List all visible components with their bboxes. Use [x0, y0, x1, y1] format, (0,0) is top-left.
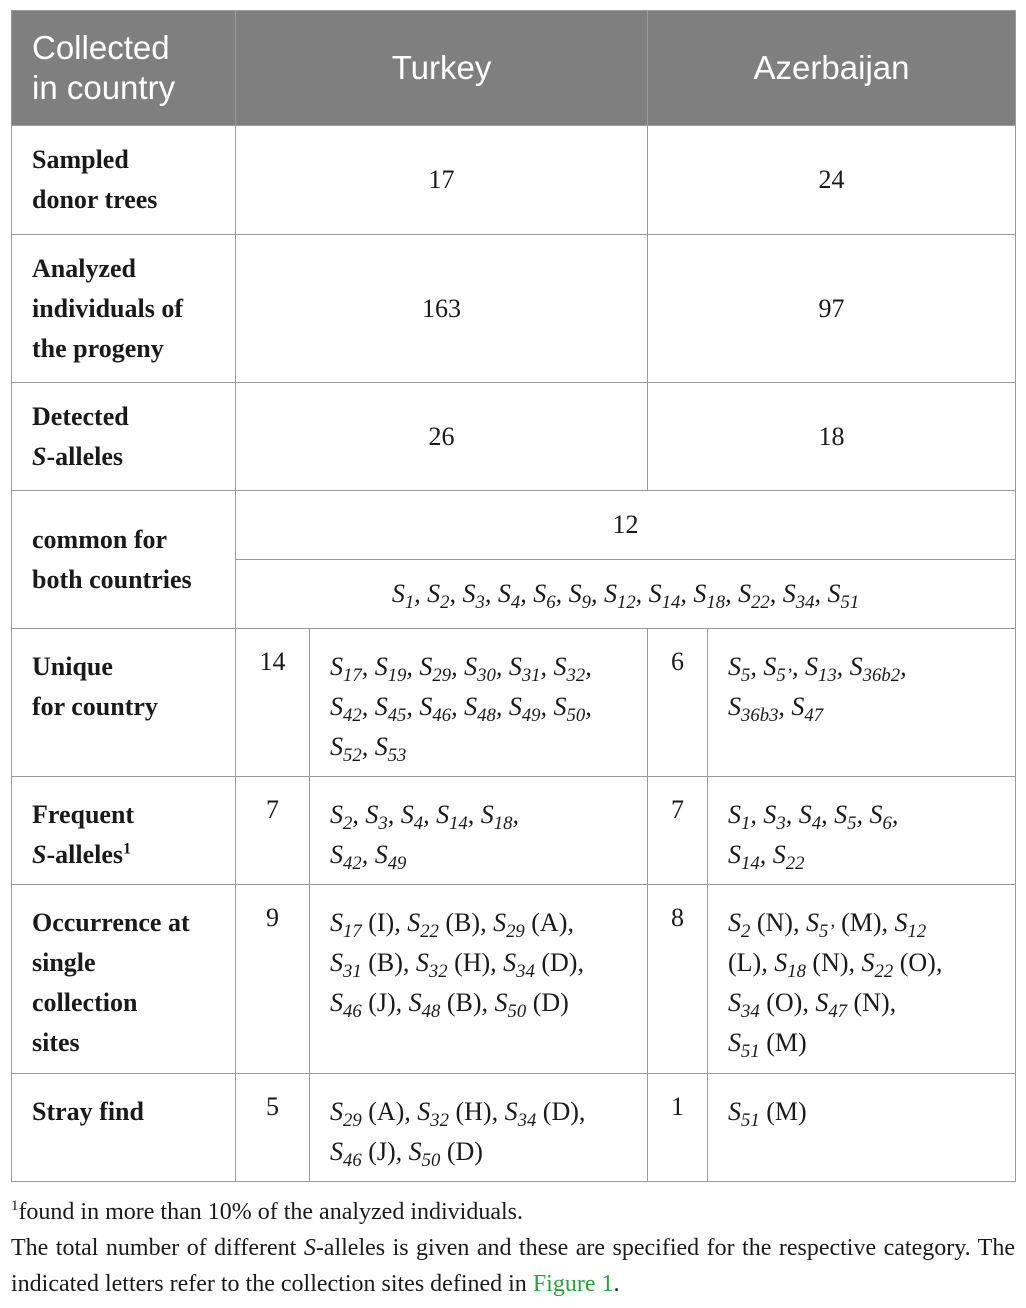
- collection-site: (I): [368, 908, 395, 937]
- allele: $S_6$: [869, 800, 892, 835]
- allele: $S_3$: [462, 579, 485, 614]
- allele: $S_6$: [533, 579, 556, 614]
- allele: $S_{51}$: [827, 579, 860, 614]
- azerbaijan-count: 1: [648, 1074, 708, 1182]
- allele-subscript: 51: [741, 1110, 760, 1132]
- allele-subscript: 2: [440, 592, 450, 614]
- allele-subscript: 22: [874, 961, 894, 983]
- allele-subscript: 52: [343, 745, 362, 767]
- allele: $S_{13}$: [804, 652, 837, 687]
- allele-subscript: 12: [907, 921, 927, 943]
- allele: $S_{22}$: [772, 840, 805, 875]
- allele-subscript: 32: [430, 1110, 449, 1132]
- allele: $S_{49}$: [508, 692, 541, 727]
- allele: $S_{50}$: [494, 988, 527, 1023]
- allele-subscript: 18: [493, 813, 513, 835]
- collection-site: (H): [455, 1097, 492, 1126]
- allele: $S_{12}$: [603, 579, 636, 614]
- allele: $S_5$: [728, 652, 751, 687]
- allele: $S_9$: [568, 579, 591, 614]
- collection-site: (B): [445, 908, 481, 937]
- allele-subscript: 32: [566, 665, 586, 687]
- allele: $S_1$: [391, 579, 415, 614]
- allele: $S_{22}$: [738, 579, 770, 614]
- collection-site: (J): [368, 988, 396, 1017]
- azerbaijan-count: 7: [648, 777, 708, 885]
- collection-site: (A): [368, 1097, 405, 1126]
- allele-subscript: 34: [517, 1110, 537, 1132]
- allele: $S_3$: [365, 800, 388, 835]
- azerbaijan-alleles-list: $S_2$ (N), $S_{5’}$ (M), $S_{12}$ (L), $S_{18}$ (N), $S_{22}$ (O), $S_{34}$ (O), $S_{47}$ (N), $S_{51}$ (M): [708, 885, 1016, 1074]
- collection-site: (D): [541, 948, 578, 977]
- allele-subscript: 50: [507, 1001, 527, 1023]
- allele-subscript: 46: [343, 1150, 362, 1172]
- turkey-count: 14: [236, 629, 310, 777]
- collection-site: (J): [368, 1137, 396, 1166]
- row-analyzed-individuals: [12, 235, 1016, 383]
- allele-subscript: 5’: [776, 665, 792, 687]
- allele-subscript: 31: [343, 961, 362, 983]
- turkey-alleles-list: $S_{17}$, $S_{19}$, $S_{29}$, $S_{30}$, $S_{31}$, $S_{32}$, $S_{42}$, $S_{45}$, $S_{46}$, $S_{48}$, $S_{49}$, $S_{50}$, $S_{52}$, $S_{53}$: [310, 629, 648, 777]
- allele: $S_2$: [427, 579, 450, 614]
- s-allele-table: [11, 10, 1016, 1182]
- row-occurrence-single-sites: [12, 885, 1016, 1074]
- allele-subscript: 6: [546, 592, 556, 614]
- allele: $S_{46}$: [330, 1137, 362, 1172]
- allele: $S_{36b3}$: [728, 692, 779, 727]
- allele-subscript: 14: [661, 592, 681, 614]
- allele-subscript: 34: [741, 1001, 760, 1023]
- allele-subscript: 29: [432, 665, 452, 687]
- allele: $S_{31}$: [330, 948, 362, 983]
- allele: $S_2$: [330, 800, 353, 835]
- collection-site: (D): [542, 1097, 579, 1126]
- allele: $S_5$: [834, 800, 857, 835]
- allele-subscript: 31: [521, 665, 541, 687]
- azerbaijan-value: 24: [648, 126, 1016, 235]
- allele-subscript: 51: [840, 592, 860, 614]
- allele: $S_{19}$: [374, 652, 407, 687]
- allele: $S_{34}$: [782, 579, 815, 614]
- table-note: The total number of different S-alleles is given and these are specified for the respective category. The indicated letters refer to the collection sites defined in Figure 1.: [11, 1235, 1015, 1297]
- allele-subscript: 6: [882, 813, 892, 835]
- allele-subscript: 36b3: [741, 705, 779, 727]
- allele-subscript: 51: [741, 1041, 760, 1063]
- azerbaijan-alleles-list: $S_5$, $S_{5’}$, $S_{13}$, $S_{36b2}$, $S_{36b3}$, $S_{47}$: [708, 629, 1016, 777]
- row-unique-for-country: [12, 629, 1016, 777]
- collection-site: (M): [766, 1028, 807, 1057]
- allele: $S_{48}$: [464, 692, 496, 727]
- row-frequent-s-alleles: [12, 777, 1016, 885]
- row-detected-s-alleles: [12, 383, 1016, 491]
- allele-subscript: 19: [387, 665, 407, 687]
- collection-site: (M): [766, 1097, 807, 1126]
- allele: $S_{17}$: [330, 652, 362, 687]
- allele: $S_{52}$: [330, 732, 362, 767]
- allele-subscript: 22: [785, 853, 805, 875]
- allele-subscript: 47: [828, 1001, 848, 1023]
- allele: $S_{18}$: [693, 579, 726, 614]
- allele-subscript: 49: [521, 705, 541, 727]
- row-label: Sampled donor trees: [12, 126, 236, 235]
- row-label: Frequent S-alleles$^1$: [12, 777, 236, 885]
- row-label: Occurrence at single collection sites: [12, 885, 236, 1074]
- allele-subscript: 34: [795, 592, 815, 614]
- allele: $S_{48}$: [408, 988, 441, 1023]
- allele: $S_{32}$: [553, 652, 586, 687]
- allele: $S_{5’}$: [805, 908, 835, 943]
- allele: $S_4$: [497, 579, 521, 614]
- collection-site: (O): [766, 988, 803, 1017]
- allele-subscript: 46: [432, 705, 452, 727]
- allele: $S_{14}$: [648, 579, 681, 614]
- header-azerbaijan: Azerbaijan: [648, 11, 1016, 126]
- allele: $S_{46}$: [419, 692, 452, 727]
- collection-site: (M): [841, 908, 882, 937]
- allele-subscript: 12: [616, 592, 636, 614]
- allele: $S_{31}$: [508, 652, 541, 687]
- allele: $S_{12}$: [894, 908, 927, 943]
- azerbaijan-alleles-list: $S_1$, $S_3$, $S_4$, $S_5$, $S_6$, $S_{14}$, $S_{22}$: [708, 777, 1016, 885]
- allele: $S_{34}$: [503, 948, 535, 983]
- allele: $S_{47}$: [815, 988, 848, 1023]
- row-sampled-donor-trees: [12, 126, 1016, 235]
- allele-subscript: 3: [776, 813, 786, 835]
- collection-site: (N): [812, 948, 849, 977]
- allele: $S_{14}$: [728, 840, 760, 875]
- row-label: Analyzed individuals of the progeny: [12, 235, 236, 383]
- turkey-alleles-list: $S_{29}$ (A), $S_{32}$ (H), $S_{34}$ (D), $S_{46}$ (J), $S_{50}$ (D): [310, 1074, 648, 1182]
- turkey-count: 5: [236, 1074, 310, 1182]
- allele: $S_{14}$: [436, 800, 468, 835]
- turkey-alleles-list: $S_{17}$ (I), $S_{22}$ (B), $S_{29}$ (A), $S_{31}$ (B), $S_{32}$ (H), $S_{34}$ (D), $S_{46}$ (J), $S_{48}$ (B), $S_{50}$ (D): [310, 885, 648, 1074]
- allele-subscript: 17: [343, 665, 362, 687]
- allele-subscript: 1: [741, 813, 751, 835]
- allele-subscript: 45: [387, 705, 407, 727]
- azerbaijan-count: 6: [648, 629, 708, 777]
- allele-subscript: 47: [804, 705, 824, 727]
- allele-subscript: 32: [428, 961, 448, 983]
- turkey-value: 17: [236, 126, 648, 235]
- collection-site: (A): [531, 908, 568, 937]
- allele-subscript: 13: [817, 665, 837, 687]
- allele: $S_4$: [400, 800, 424, 835]
- azerbaijan-value: 97: [648, 235, 1016, 383]
- footnote-1: $^1$found in more than 10% of the analyzed individuals.: [11, 1198, 523, 1225]
- collection-site: (D): [446, 1137, 483, 1166]
- collection-site: (O): [899, 948, 936, 977]
- allele: $S_{22}$: [861, 948, 894, 983]
- allele-subscript: 29: [506, 921, 525, 943]
- allele: $S_4$: [798, 800, 822, 835]
- header-turkey: Turkey: [236, 11, 648, 126]
- allele: $S_{29}$: [493, 908, 525, 943]
- azerbaijan-alleles-list: [708, 1074, 1016, 1182]
- allele: $S_{32}$: [415, 948, 448, 983]
- header-collected-in-country: Collected in country: [12, 11, 236, 126]
- allele: $S_{36b2}$: [849, 652, 901, 687]
- allele-subscript: 5: [741, 665, 751, 687]
- collection-site: (D): [532, 988, 569, 1017]
- allele-subscript: 48: [421, 1001, 441, 1023]
- allele-subscript: 4: [811, 813, 822, 835]
- common-alleles-list: $S_1$, $S_2$, $S_3$, $S_4$, $S_6$, $S_9$, $S_{12}$, $S_{14}$, $S_{18}$, $S_{22}$, $S_{34}$, $S_{51}$: [236, 560, 1016, 629]
- turkey-value: 26: [236, 383, 648, 491]
- allele: $S_2$: [728, 908, 751, 943]
- figure-1-link[interactable]: Figure 1: [532, 1271, 614, 1297]
- azerbaijan-count: 8: [648, 885, 708, 1074]
- allele: $S_{34}$: [504, 1097, 537, 1132]
- allele-subscript: 18: [787, 961, 806, 983]
- allele: $S_{42}$: [330, 840, 362, 875]
- row-label: common for both countries: [12, 491, 236, 629]
- allele-subscript: 14: [449, 813, 468, 835]
- allele-subscript: 3: [378, 813, 388, 835]
- allele: $S_{50}$: [408, 1137, 441, 1172]
- allele-subscript: 17: [343, 921, 362, 943]
- row-label: Detected S-alleles: [12, 383, 236, 491]
- allele: $S_{30}$: [464, 652, 496, 687]
- allele: $S_{51}$: [728, 1028, 760, 1063]
- header-row: [12, 11, 1016, 126]
- allele-subscript: 46: [343, 1001, 362, 1023]
- allele: $S_{34}$: [728, 988, 760, 1023]
- allele: $S_{42}$: [330, 692, 362, 727]
- allele-subscript: 22: [751, 592, 770, 614]
- allele-subscript: 18: [706, 592, 726, 614]
- collection-site: (N): [853, 988, 890, 1017]
- allele: $S_{22}$: [407, 908, 439, 943]
- allele-subscript: 50: [566, 705, 586, 727]
- turkey-count: 7: [236, 777, 310, 885]
- turkey-count: 9: [236, 885, 310, 1074]
- turkey-alleles-list: $S_2$, $S_3$, $S_4$, $S_{14}$, $S_{18}$, $S_{42}$, $S_{49}$: [310, 777, 648, 885]
- allele: $S_{5’}$: [763, 652, 792, 687]
- allele-subscript: 49: [387, 853, 407, 875]
- allele: $S_{47}$: [791, 692, 824, 727]
- allele: $S_{29}$: [419, 652, 452, 687]
- turkey-value: 163: [236, 235, 648, 383]
- row-label: Unique for country: [12, 629, 236, 777]
- allele-subscript: 42: [343, 705, 362, 727]
- row-label: Stray find: [12, 1074, 236, 1182]
- collection-site: (B): [446, 988, 482, 1017]
- table-footnotes: [11, 1194, 1015, 1302]
- allele-subscript: 5: [847, 813, 857, 835]
- collection-site: (H): [454, 948, 491, 977]
- collection-site: (L): [728, 948, 762, 977]
- allele: $S_{51}$: [728, 1097, 760, 1132]
- allele: $S_{18}$: [774, 948, 806, 983]
- allele-subscript: 29: [343, 1110, 362, 1132]
- allele: $S_{45}$: [374, 692, 407, 727]
- table-wrapper: [11, 10, 1015, 1302]
- allele-subscript: 50: [421, 1150, 441, 1172]
- allele: $S_3$: [763, 800, 786, 835]
- allele-subscript: 42: [343, 853, 362, 875]
- allele-subscript: 30: [477, 665, 496, 687]
- allele-subscript: 5’: [818, 921, 835, 943]
- allele: $S_{53}$: [374, 732, 407, 767]
- allele-subscript: 1: [404, 592, 415, 614]
- allele: $S_{49}$: [374, 840, 407, 875]
- collection-site: (N): [756, 908, 793, 937]
- allele-subscript: 9: [581, 592, 591, 614]
- allele-subscript: 3: [475, 592, 485, 614]
- allele-subscript: 48: [477, 705, 496, 727]
- allele: $S_{32}$: [417, 1097, 449, 1132]
- allele-subscript: 2: [741, 921, 751, 943]
- collection-site: (B): [368, 948, 403, 977]
- allele-subscript: 53: [387, 745, 407, 767]
- allele: $S_{29}$: [330, 1097, 362, 1132]
- allele: $S_{46}$: [330, 988, 362, 1023]
- azerbaijan-value: 18: [648, 383, 1016, 491]
- row-common-count: [12, 491, 1016, 560]
- allele-subscript: 36b2: [862, 665, 901, 687]
- allele-subscript: 2: [343, 813, 353, 835]
- allele-subscript: 4: [413, 813, 424, 835]
- allele-subscript: 22: [420, 921, 439, 943]
- allele-subscript: 34: [516, 961, 535, 983]
- common-count: 12: [236, 491, 1016, 560]
- allele: $S_{18}$: [480, 800, 513, 835]
- allele: $S_{17}$: [330, 908, 362, 943]
- allele-subscript: 14: [741, 853, 760, 875]
- allele: $S_1$: [728, 800, 751, 835]
- allele: $S_{50}$: [553, 692, 586, 727]
- allele-subscript: 4: [510, 592, 521, 614]
- row-stray-find: [12, 1074, 1016, 1182]
